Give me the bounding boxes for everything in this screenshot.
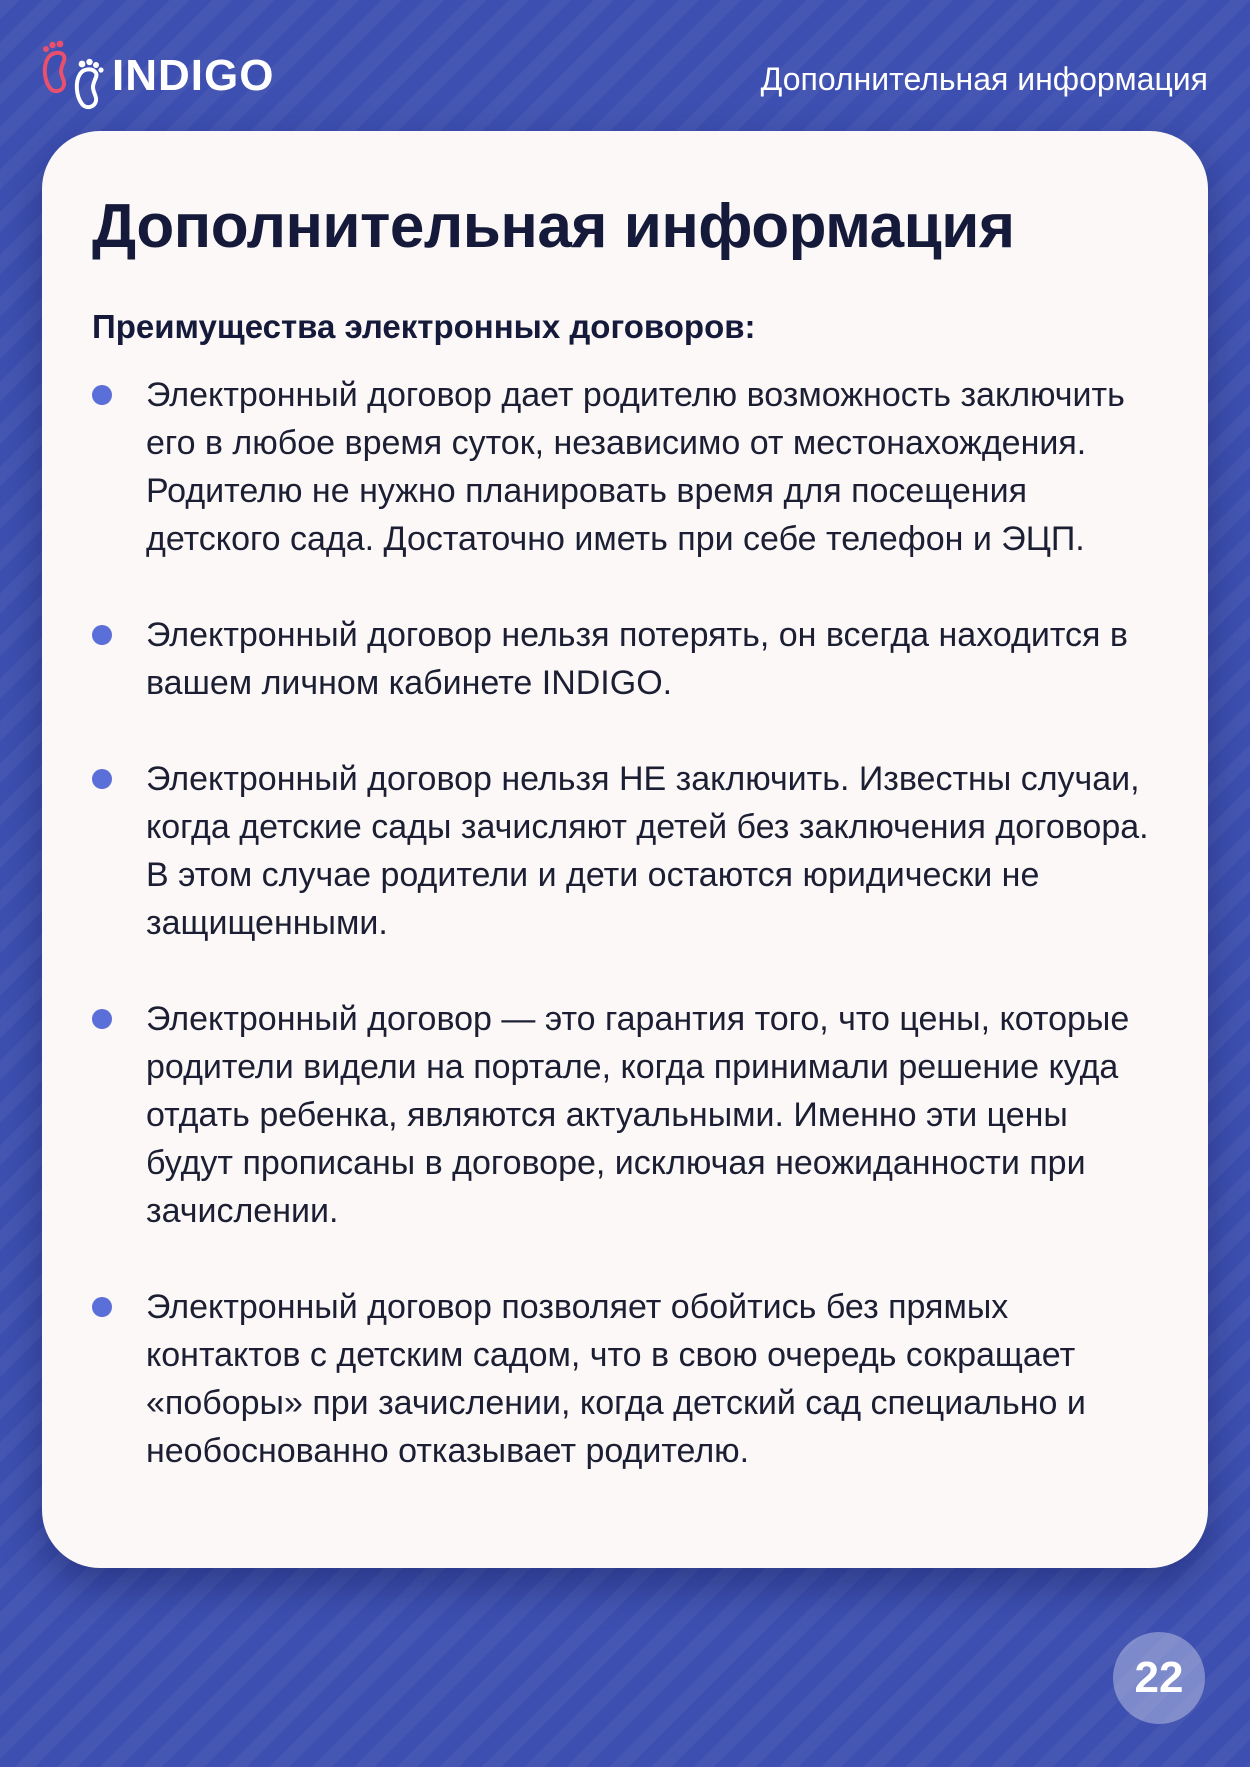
list-item-text: Электронный договор дает родителю возможность заключить его в любое время суток, независимо от местонахождения. Родителю не нужно планировать время для посещения детского сада. Достаточно иметь при себе телефон и ЭЦП. bbox=[146, 376, 1125, 558]
content-card bbox=[42, 131, 1208, 1568]
page-header bbox=[40, 40, 1208, 112]
bullet-icon bbox=[92, 385, 112, 405]
list-item bbox=[92, 995, 1160, 1235]
list-item-text: Электронный договор позволяет обойтись без прямых контактов с детским садом, что в свою очередь сокращает «поборы» при зачислении, когда детский сад специально и необоснованно отказывает родителю. bbox=[146, 1288, 1086, 1470]
bullet-icon bbox=[92, 1009, 112, 1029]
benefits-list bbox=[92, 371, 1160, 1475]
page-title: Дополнительная информация bbox=[92, 192, 1015, 261]
list-item-text: Электронный договор — это гарантия того, что цены, которые родители видели на портале, когда принимали решение куда отдать ребенка, являются актуальными. Именно эти цены будут прописаны в договоре, исключая неожиданности при зачислении. bbox=[146, 1000, 1130, 1230]
logo-text: INDIGO bbox=[112, 51, 275, 100]
page-number-badge: 22 bbox=[1113, 1632, 1205, 1724]
list-item bbox=[92, 755, 1160, 947]
bullet-icon bbox=[92, 1297, 112, 1317]
footprints-icon bbox=[40, 40, 108, 112]
list-item bbox=[92, 371, 1160, 563]
list-item-text: Электронный договор нельзя НЕ заключить. Известны случаи, когда детские сады зачисляют детей без заключения договора. В этом случае родители и дети остаются юридически не защищенными. bbox=[146, 760, 1149, 942]
list-item bbox=[92, 611, 1160, 707]
indigo-logo bbox=[40, 40, 274, 112]
bullet-icon bbox=[92, 769, 112, 789]
header-title: Дополнительная информация bbox=[760, 61, 1208, 97]
section-subtitle: Преимущества электронных договоров: bbox=[92, 308, 756, 345]
bullet-icon bbox=[92, 625, 112, 645]
list-item bbox=[92, 1283, 1160, 1475]
list-item-text: Электронный договор нельзя потерять, он всегда находится в вашем личном кабинете INDIGO. bbox=[146, 616, 1128, 702]
